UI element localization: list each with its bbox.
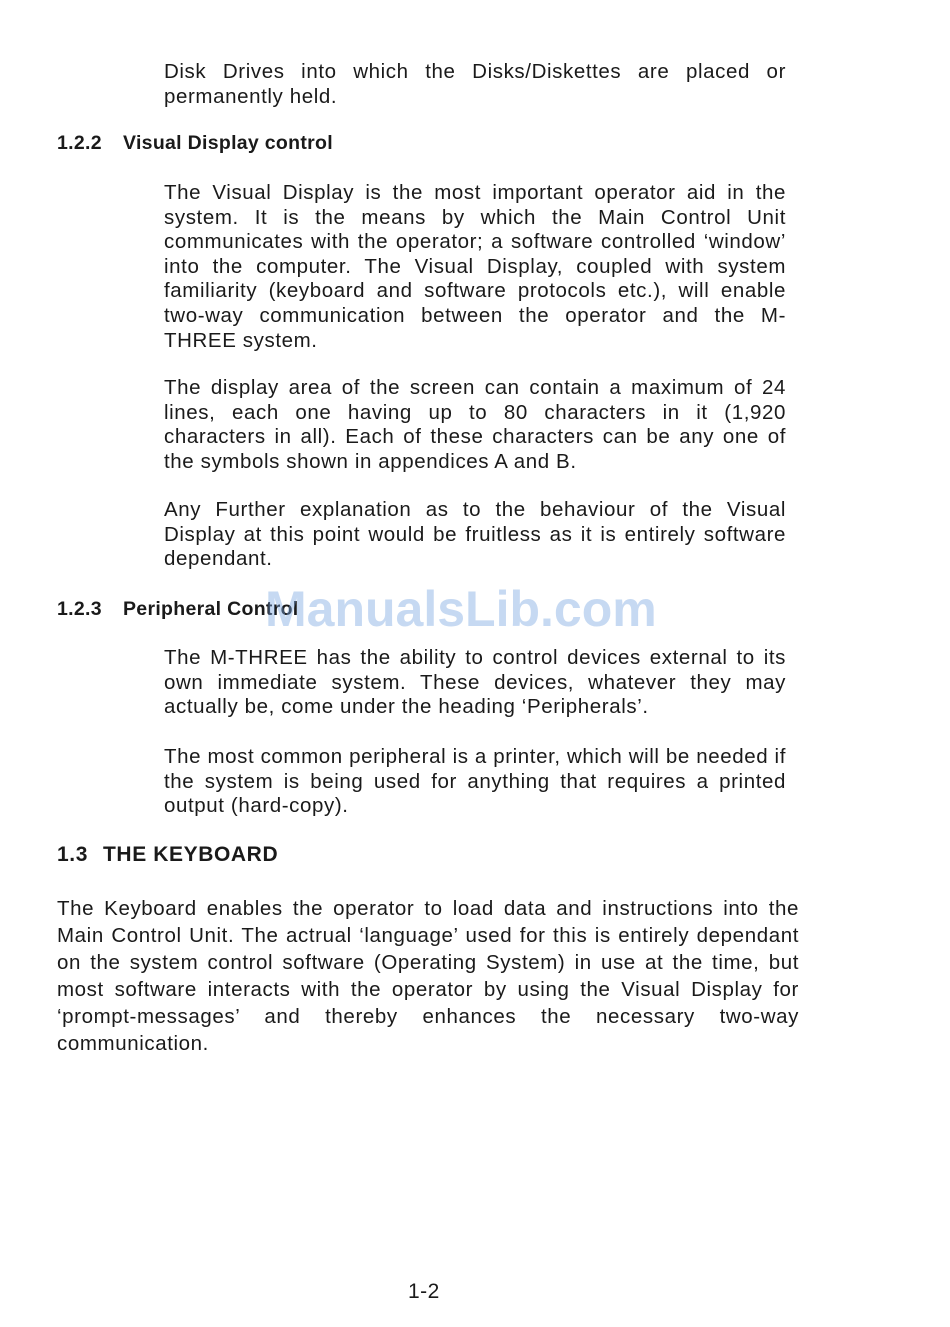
page-number: 1-2 [408, 1280, 440, 1303]
paragraph-keyboard: The Keyboard enables the operator to load data and instructions into the Main Control Unit. The actrual ‘language’ used for this is entirely dependant on the system control software (Operating System) in use at the time, but most software interacts with the operator by using the Visual Display for ‘prompt-messages’ and thereby enhances the necessary two-way communication. [57, 897, 799, 1055]
paragraph-disk-drives: Disk Drives into which the Disks/Diskettes are placed or permanently held. [164, 60, 786, 108]
heading-1-2-3 [57, 598, 299, 621]
paragraph-peripheral-2: The most common peripheral is a printer, which will be needed if the system is being used for anything that requires a printed output (hard-copy). [164, 745, 786, 818]
watermark: ManualsLib.com [265, 581, 657, 637]
heading-title: THE KEYBOARD [103, 843, 279, 866]
paragraph-visual-display-2: The display area of the screen can contain a maximum of 24 lines, each one having up to 80 characters in it (1,920 characters in all). Each of these characters can be any one of the symbols shown in appendices A and B. [164, 376, 786, 473]
heading-title: Visual Display control [123, 132, 333, 154]
paragraph-visual-display-1: The Visual Display is the most important operator aid in the system. It is the means by which the Main Control Unit communicates with the operator; a software controlled ‘window’ into the computer. The Visual Display, coupled with system familiarity (keyboard and software protocols etc.), will enable two-way communication between the operator and the M-THREE system. [164, 181, 786, 352]
paragraph-peripheral-1: The M-THREE has the ability to control devices external to its own immediate system. These devices, whatever they may actually be, come under the heading ‘Peripherals’. [164, 646, 786, 719]
paragraph-visual-display-3: Any Further explanation as to the behaviour of the Visual Display at this point would be fruitless as it is entirely software dependant. [164, 498, 786, 571]
heading-number: 1.3 [57, 843, 88, 866]
heading-number: 1.2.2 [57, 132, 102, 154]
heading-1-2-2 [57, 132, 333, 155]
heading-title: Peripheral Control [123, 598, 299, 620]
heading-1-3 [57, 843, 278, 867]
heading-number: 1.2.3 [57, 598, 102, 620]
